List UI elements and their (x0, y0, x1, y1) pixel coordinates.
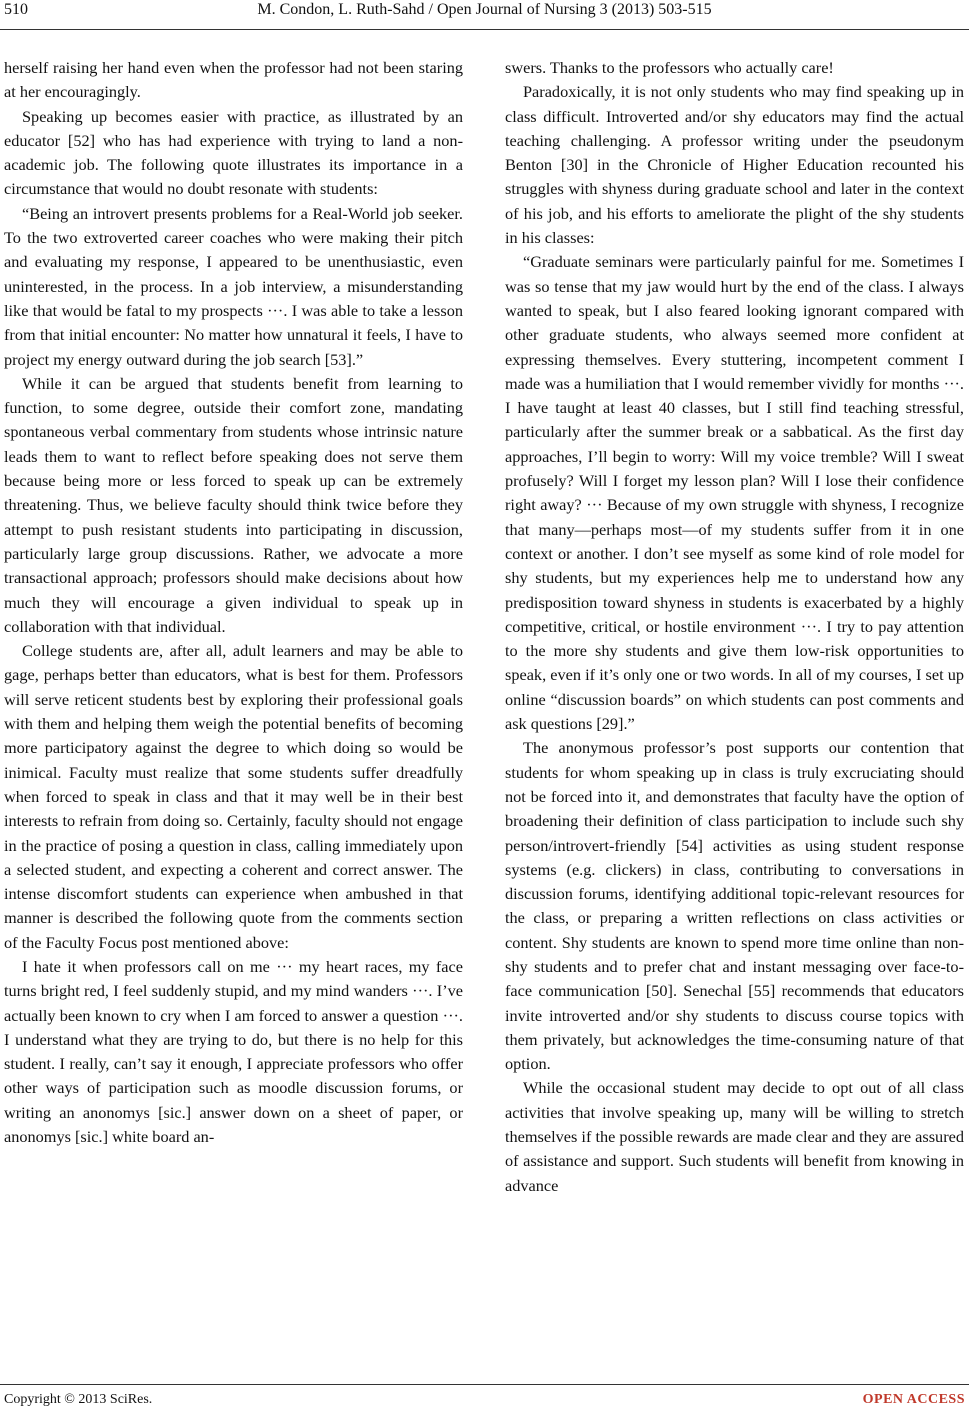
block-quote: “Being an introvert presents problems for a Real-World job seeker. To the two extroverted career coaches who were making their pitch and evaluating my response, I appeared to be unenthusiastic, even uninterested, in the process. In a job interview, a misunderstanding like that would be fatal to my prospects ···. I was able to take a lesson from that initial encounter: No matter how unnatural it feels, I have to project my energy outward during the job search [53].” (4, 203, 463, 369)
open-access-badge: OPEN ACCESS (862, 1392, 965, 1407)
page-number: 510 (4, 1, 28, 18)
block-quote: “Graduate seminars were particularly painful for me. Sometimes I was so tense that my jaw would hurt by the end of the class. I always wanted to speak, but I also feared looking ignorant compared with other graduate students, who always seemed more confident at expressing themselves. Every stuttering, incompetent comment I made was a humiliation that I would remember vividly for months ···. I have taught at least 40 classes, but I still find teaching stressful, particularly after the summer break or a sabbatical. As the first day approaches, I’ll begin to worry: Will my voice tremble? Will I sweat profusely? Will I forget my lesson plan? Will I lose their confidence right away? ··· Because of my own struggle with shyness, I recognize that many—perhaps most—of my students suffer from it in one context or another. I don’t see myself as some kind of role model for shy students, but my experiences help me to understand how any predisposition toward shyness in students is exacerbated by a highly competitive, critical, or hostile environment ···. I try to pay attention to the more shy students and give them low-risk opportunities to speak, even if it’s only one or two words. In all of my courses, I set up online “discussion boards” on which students can post comments and ask questions [29].” (505, 252, 964, 734)
body-paragraph: While it can be argued that students benefit from learning to function, to some degree, outside their comfort zone, mandating spontaneous verbal commentary from students whose intrinsic nature leads them to want to reflect before speaking does not serve them because being more or less forced to speak up can be extremely threatening. Thus, we believe faculty should think twice before they attempt to push resistant students into participating in discussion, particularly large group discussions. Rather, we advocate a more transactional approach; professors should make decisions about how much they will encourage a given individual to speak up in collaboration with that individual. (4, 373, 463, 636)
left-column (4, 56, 463, 1356)
body-paragraph: While the occasional student may decide to opt out of all class activities that involve speaking up, many will be willing to stretch themselves if the possible rewards are made clear and they are assured of assistance and support. Such students will benefit from knowing in advance (505, 1078, 964, 1195)
running-title: M. Condon, L. Ruth-Sahd / Open Journal of Nursing 3 (2013) 503-515 (257, 1, 712, 18)
running-header (0, 0, 969, 28)
block-quote: I hate it when professors call on me ··· my heart races, my face turns bright red, I feel suddenly stupid, and my mind wanders ···. I’ve actually been known to cry when I am forced to answer a question ···. I understand what they are trying to do, but there is no help for this student. I really, can’t say it enough, I appreciate professors who offer other ways of participation such as moodle discussion forums, or writing an anonomys [sic.] answer down on a sheet of paper, or anonomys [sic.] white board an- (4, 956, 463, 1147)
body-paragraph: Speaking up becomes easier with practice, as illustrated by an educator [52] who has had experience with trying to land a non-academic job. The following quote illustrates its importance in a circumstance that would no doubt resonate with students: (4, 106, 463, 199)
footer-divider (0, 1384, 969, 1385)
body-paragraph: College students are, after all, adult learners and may be able to gage, perhaps better than educators, what is best for them. Professors will serve reticent students best by exploring their professional goals with them and helping them weigh the potential benefits of becoming more participatory against the degree to which doing so would be inimical. Faculty must realize that some students suffer dreadfully when forced to speak in class and that it may well be in their best interests to refrain from doing so. Certainly, faculty should not engage in the practice of posing a question in class, calling immediately upon a selected student, and expecting a coherent and correct answer. The intense discomfort students can experience when ambushed in that manner is described the following quote from the comments section of the Faculty Focus post mentioned above: (4, 641, 463, 952)
copyright-notice: Copyright © 2013 SciRes. (4, 1392, 153, 1407)
right-column (505, 56, 964, 1356)
block-quote-continuation: swers. Thanks to the professors who actually care! (505, 58, 834, 77)
body-paragraph: Paradoxically, it is not only students who may find speaking up in class difficult. Introverted and/or shy educators may find the actual teaching challenging. A professor writing under the pseudonym Benton [30] in the Chronicle of Higher Education recounted his struggles with shyness during graduate school and later in the context of his job, and his efforts to ameliorate the plight of the shy students in his classes: (505, 82, 964, 248)
body-paragraph: herself raising her hand even when the professor had not been staring at her encouragingly. (4, 58, 463, 102)
body-paragraph: The anonymous professor’s post supports our contention that students for whom speaking up in class is truly excruciating should not be forced into it, and demonstrates that faculty have the option of broadening their definition of class participation to include such shy person/introvert-friendly [54] activities as using student response systems (e.g. clickers) in class, contributing to conversations in discussion forums, identifying additional topic-relevant resources for the class, or preparing a written reflections on class activities or content. Shy students are known to spend more time online than non-shy students and to prefer chat and instant messaging over face-to-face communication [50]. Senechal [55] recommends that educators invite introverted and/or shy students to discuss course topics with them privately, but acknowledges the time-consuming nature of that option. (505, 738, 964, 1074)
header-divider (0, 29, 969, 30)
